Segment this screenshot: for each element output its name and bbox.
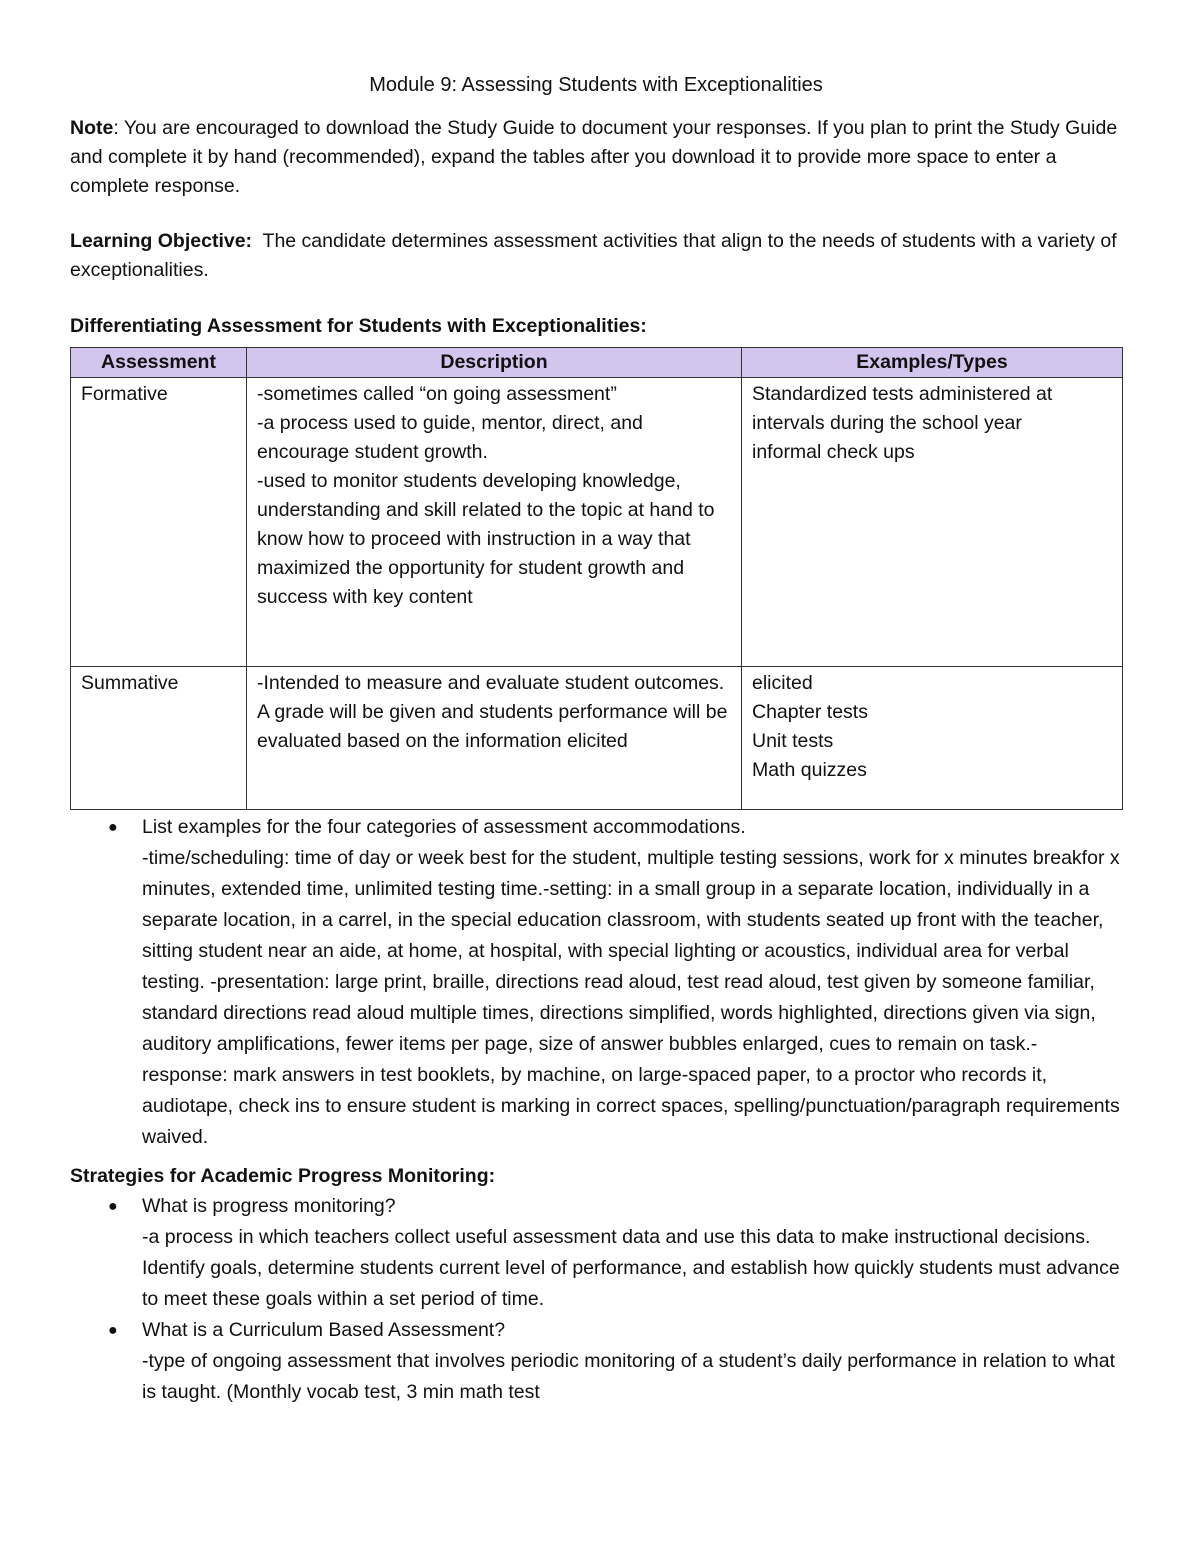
accommodations-question: List examples for the four categories of assessment accommodations.: [142, 816, 746, 838]
bullet-icon: ●: [108, 819, 118, 836]
list-item-curriculum-based-assessment: [108, 1315, 1122, 1408]
section-heading-differentiating: Differentiating Assessment for Students with Exceptionalities:: [70, 315, 647, 337]
cell-description-summative: [247, 667, 742, 810]
bullet-icon: ●: [108, 1198, 118, 1215]
note-label: Note: [70, 117, 114, 139]
example-line: elicited: [752, 672, 813, 694]
section-heading-progress-monitoring: Strategies for Academic Progress Monitoring:: [70, 1165, 496, 1187]
cba-question: What is a Curriculum Based Assessment?: [142, 1319, 506, 1341]
cell-examples-summative: [742, 667, 1123, 810]
example-line: Math quizzes: [752, 759, 867, 781]
header-assessment: Assessment: [71, 348, 247, 378]
header-description: Description: [247, 348, 742, 378]
example-line: Unit tests: [752, 730, 834, 752]
header-examples-types: Examples/Types: [742, 348, 1123, 378]
example-line: Standardized tests administered at intervals during the school year: [752, 383, 1053, 434]
list-item-accommodations: [108, 812, 1122, 1153]
description-line: -used to monitor students developing knowledge, understanding and skill related to the topic at hand to know how to proceed with instruction in a way that maximized the opportunity for student growth and success with key content: [257, 470, 715, 608]
progress-question: What is progress monitoring?: [142, 1195, 396, 1217]
description-line: -Intended to measure and evaluate student outcomes. A grade will be given and students performance will be evaluated based on the information elicited: [257, 672, 728, 752]
table-header-row: [71, 348, 1123, 378]
progress-answer: -a process in which teachers collect useful assessment data and use this data to make instructional decisions. Identify goals, determine students current level of performance, and establish how quickly students must advance to meet these goals within a set period of time.: [142, 1226, 1120, 1310]
bullet-icon: ●: [108, 1322, 118, 1339]
cell-assessment-formative: Formative: [71, 378, 247, 667]
table-row-formative: [71, 378, 1123, 667]
progress-monitoring-list: [70, 1191, 1122, 1408]
learning-objective-paragraph: [70, 227, 1122, 285]
document-page: [70, 70, 1122, 1408]
list-item-progress-monitoring: [108, 1191, 1122, 1315]
note-text: : You are encouraged to download the Study Guide to document your responses. If you plan to print the Study Guide and complete it by hand (recommended), expand the tables after you download it to provide more space to enter a complete response.: [70, 117, 1118, 197]
accommodations-list: [70, 812, 1122, 1153]
description-line: -a process used to guide, mentor, direct, and encourage student growth.: [257, 412, 643, 463]
assessment-table: [70, 347, 1123, 810]
description-line: -sometimes called “on going assessment”: [257, 383, 617, 405]
example-line: informal check ups: [752, 441, 915, 463]
learning-objective-label: Learning Objective:: [70, 230, 253, 252]
note-paragraph: [70, 114, 1122, 201]
example-line: Chapter tests: [752, 701, 868, 723]
cba-answer: -type of ongoing assessment that involves periodic monitoring of a student’s daily performance in relation to what is taught. (Monthly vocab test, 3 min math test: [142, 1350, 1116, 1403]
cell-description-formative: [247, 378, 742, 667]
cell-examples-formative: [742, 378, 1123, 667]
learning-objective-text: The candidate determines assessment activities that align to the needs of students with a variety of exceptionalities.: [70, 230, 1123, 281]
cell-assessment-summative: Summative: [71, 667, 247, 810]
accommodations-answer: -time/scheduling: time of day or week best for the student, multiple testing sessions, work for x minutes breakfor x minutes, extended time, unlimited testing time.-setting: in a small group in a separate location, individually in a separate location, in a carrel, in the special education classroom, with students seated up front with the teacher, sitting student near an aide, at home, at hospital, with special lighting or acoustics, individual area for verbal testing. -presentation: large print, braille, directions read aloud, test read aloud, test given by someone familiar, standard directions read aloud multiple times, directions simplified, words highlighted, directions given via sign, auditory amplifications, fewer items per page, size of answer bubbles enlarged, cues to remain on task.-response: mark answers in test booklets, by machine, on large-spaced paper, to a proctor who records it, audiotape, check ins to ensure student is marking in correct spaces, spelling/punctuation/paragraph requirements waived.: [142, 847, 1120, 1148]
table-row-summative: [71, 667, 1123, 810]
page-title: Module 9: Assessing Students with Exceptionalities: [369, 74, 823, 96]
